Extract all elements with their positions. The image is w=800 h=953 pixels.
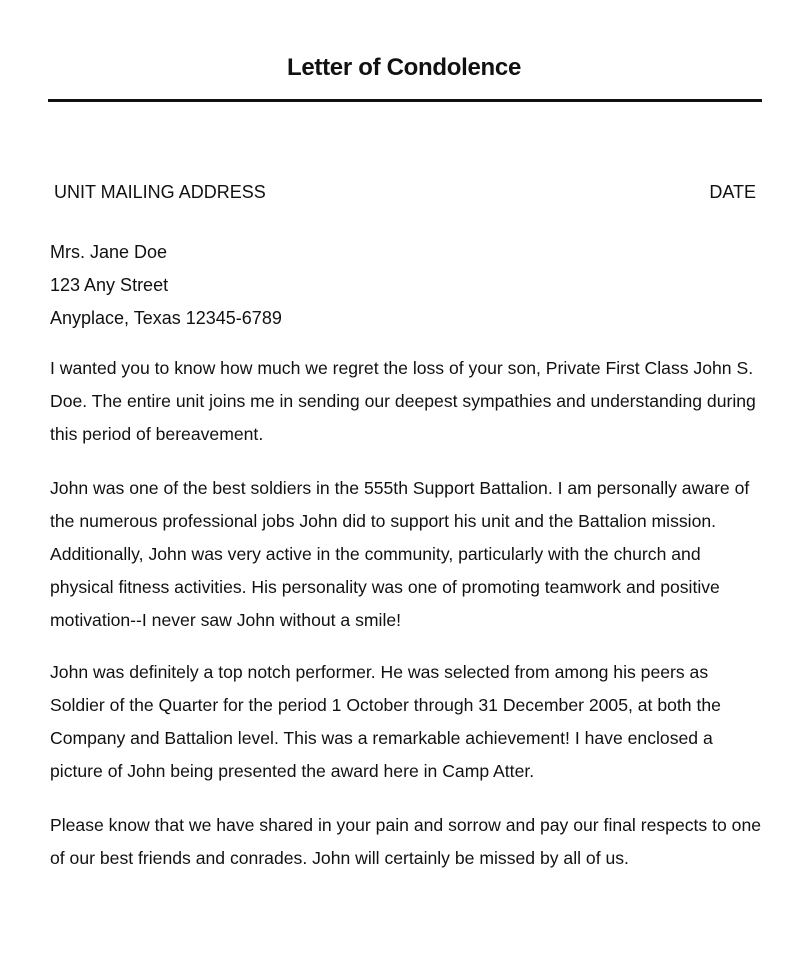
body-paragraph-2: John was one of the best soldiers in the 555th Support Battalion. I am personally aware of the numerous professional jobs John did to support his unit and the Battalion mission. Additionally, John was very active in the community, particularly with the church and physical fitness activities. His personality was one of promoting teamwork and positive motivation--I never saw John without a smile! <box>50 478 750 630</box>
recipient-street: 123 Any Street <box>50 275 169 295</box>
unit-mailing-address: UNIT MAILING ADDRESS <box>54 182 266 202</box>
letter-header-row <box>54 180 756 204</box>
body-paragraph-4: Please know that we have shared in your pain and sorrow and pay our final respects to one of our best friends and conrades. John will certainly be missed by all of us. <box>50 815 762 868</box>
recipient-name: Mrs. Jane Doe <box>50 242 168 262</box>
body-paragraph-1: I wanted you to know how much we regret the loss of your son, Private First Class John S. Doe. The entire unit joins me in sending our deepest sympathies and understanding during this period of bereavement. <box>50 358 756 444</box>
body-paragraph-3: John was definitely a top notch performer. He was selected from among his peers as Soldier of the Quarter for the period 1 October through 31 December 2005, at both the Company and Battalion level. This was a remarkable achievement! I have enclosed a picture of John being presented the award here in Camp Atter. <box>50 662 721 781</box>
date-field: DATE <box>709 182 756 202</box>
recipient-city-line: Anyplace, Texas 12345-6789 <box>50 308 282 328</box>
recipient-address <box>50 236 282 335</box>
page-title: Letter of Condolence <box>286 54 521 81</box>
title-divider <box>48 99 762 102</box>
